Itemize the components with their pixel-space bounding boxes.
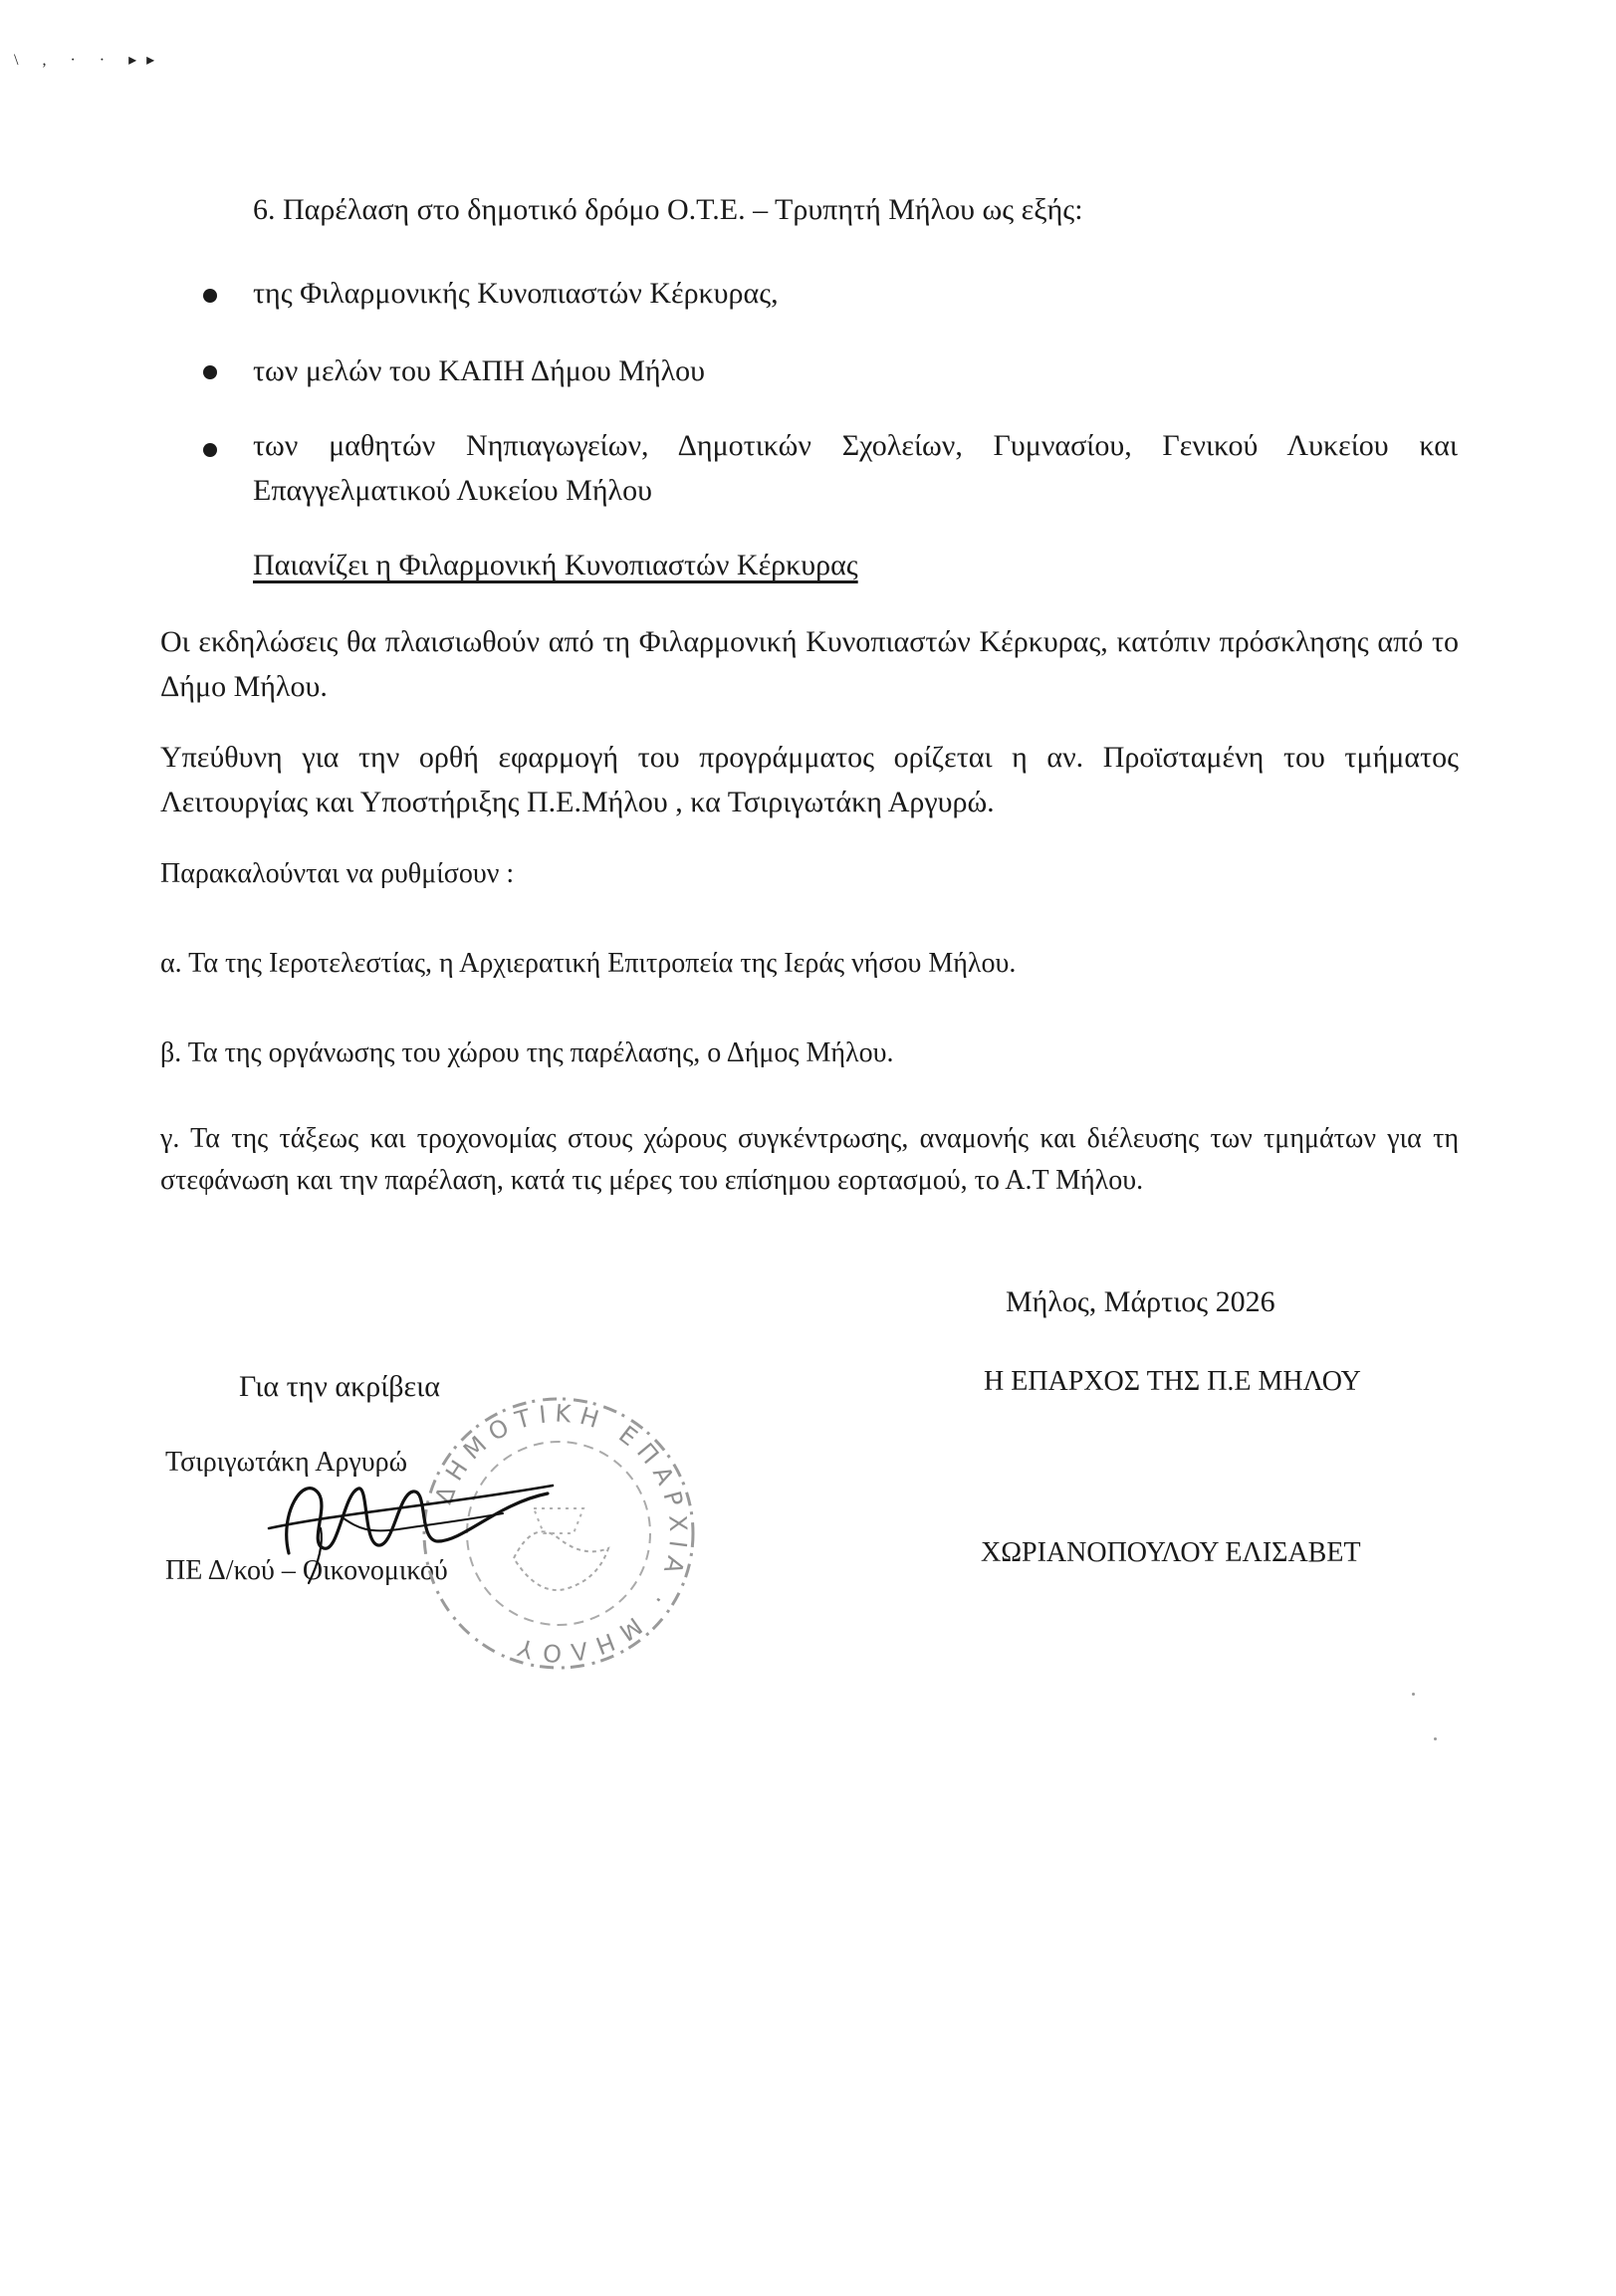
- bullet-item-2: των μελών του ΚΑΠΗ Δήμου Μήλου: [253, 354, 705, 387]
- item6-heading: 6. Παρέλαση στο δημοτικό δρόμο Ο.Τ.Ε. – Τρυπητή Μήλου ως εξής:: [253, 193, 1083, 226]
- music-note: Παιανίζει η Φιλαρμονική Κυνοπιαστών Κέρκυρας: [253, 549, 858, 581]
- authority-title: Η ΕΠΑΡΧΟΣ ΤΗΣ Π.Ε ΜΗΛΟΥ: [984, 1366, 1361, 1397]
- accuracy-name: Τσιριγωτάκη Αργυρώ: [165, 1447, 408, 1478]
- bullet-icon: [203, 365, 217, 379]
- bullet-icon: [203, 443, 217, 457]
- accuracy-role: ΠΕ Δ/κού – Οικονομικού: [165, 1555, 448, 1586]
- request-c: γ. Τα της τάξεως και τροχονομίας στους χώρους συγκέντρωσης, αναμονής και διέλευσης των τμημάτων για τη στεφάνωση και την παρέλαση, κατά τις μέρες του επίσημου εορτασμού, το Α.Τ Μήλου.: [160, 1123, 1459, 1196]
- accuracy-label: Για την ακρίβεια: [239, 1370, 440, 1403]
- request-intro: Παρακαλούνται να ρυθμίσουν :: [160, 858, 515, 889]
- bullet-item-3: των μαθητών Νηπιαγωγείων, Δημοτικών Σχολείων, Γυμνασίου, Γενικού Λυκείου και Επαγγελματικού Λυκείου Μήλου: [253, 429, 1458, 507]
- bullet-icon: [203, 289, 217, 303]
- scan-speck: [1434, 1737, 1437, 1740]
- bullet-item-1: της Φιλαρμονικής Κυνοπιαστών Κέρκυρας,: [253, 277, 779, 310]
- paragraph-philharmonic: Οι εκδηλώσεις θα πλαισιωθούν από τη Φιλαρμονική Κυνοπιαστών Κέρκυρας, κατόπιν πρόσκλησης από το Δήμο Μήλου.: [160, 625, 1459, 703]
- handwritten-signature: [249, 1434, 568, 1603]
- scan-marks: \ , · · ▸▸: [14, 52, 165, 69]
- svg-text:ΔΗΜΟΤΙΚΗ ΕΠΑΡΧΙΑ · ΜΗΛΟΥ: ΔΗΜΟΤΙΚΗ ΕΠΑΡΧΙΑ · ΜΗΛΟΥ: [429, 1399, 693, 1668]
- place-date: Μήλος, Μάρτιος 2026: [1006, 1285, 1275, 1318]
- authority-name: ΧΩΡΙΑΝΟΠΟΥΛΟΥ ΕΛΙΣΑΒΕΤ: [981, 1537, 1361, 1568]
- paragraph-responsible: Υπεύθυνη για την ορθή εφαρμογή του προγράμματος ορίζεται η αν. Προϊσταμένη του τμήματος Λειτουργίας και Υποστήριξης Π.Ε.Μήλου , κα Τσιριγωτάκη Αργυρώ.: [160, 741, 1459, 818]
- request-a: α. Τα της Ιεροτελεστίας, η Αρχιερατική Επιτροπεία της Ιεράς νήσου Μήλου.: [160, 948, 1017, 979]
- scan-speck: [1412, 1693, 1415, 1696]
- request-b: β. Τα της οργάνωσης του χώρου της παρέλασης, ο Δήμος Μήλου.: [160, 1037, 894, 1068]
